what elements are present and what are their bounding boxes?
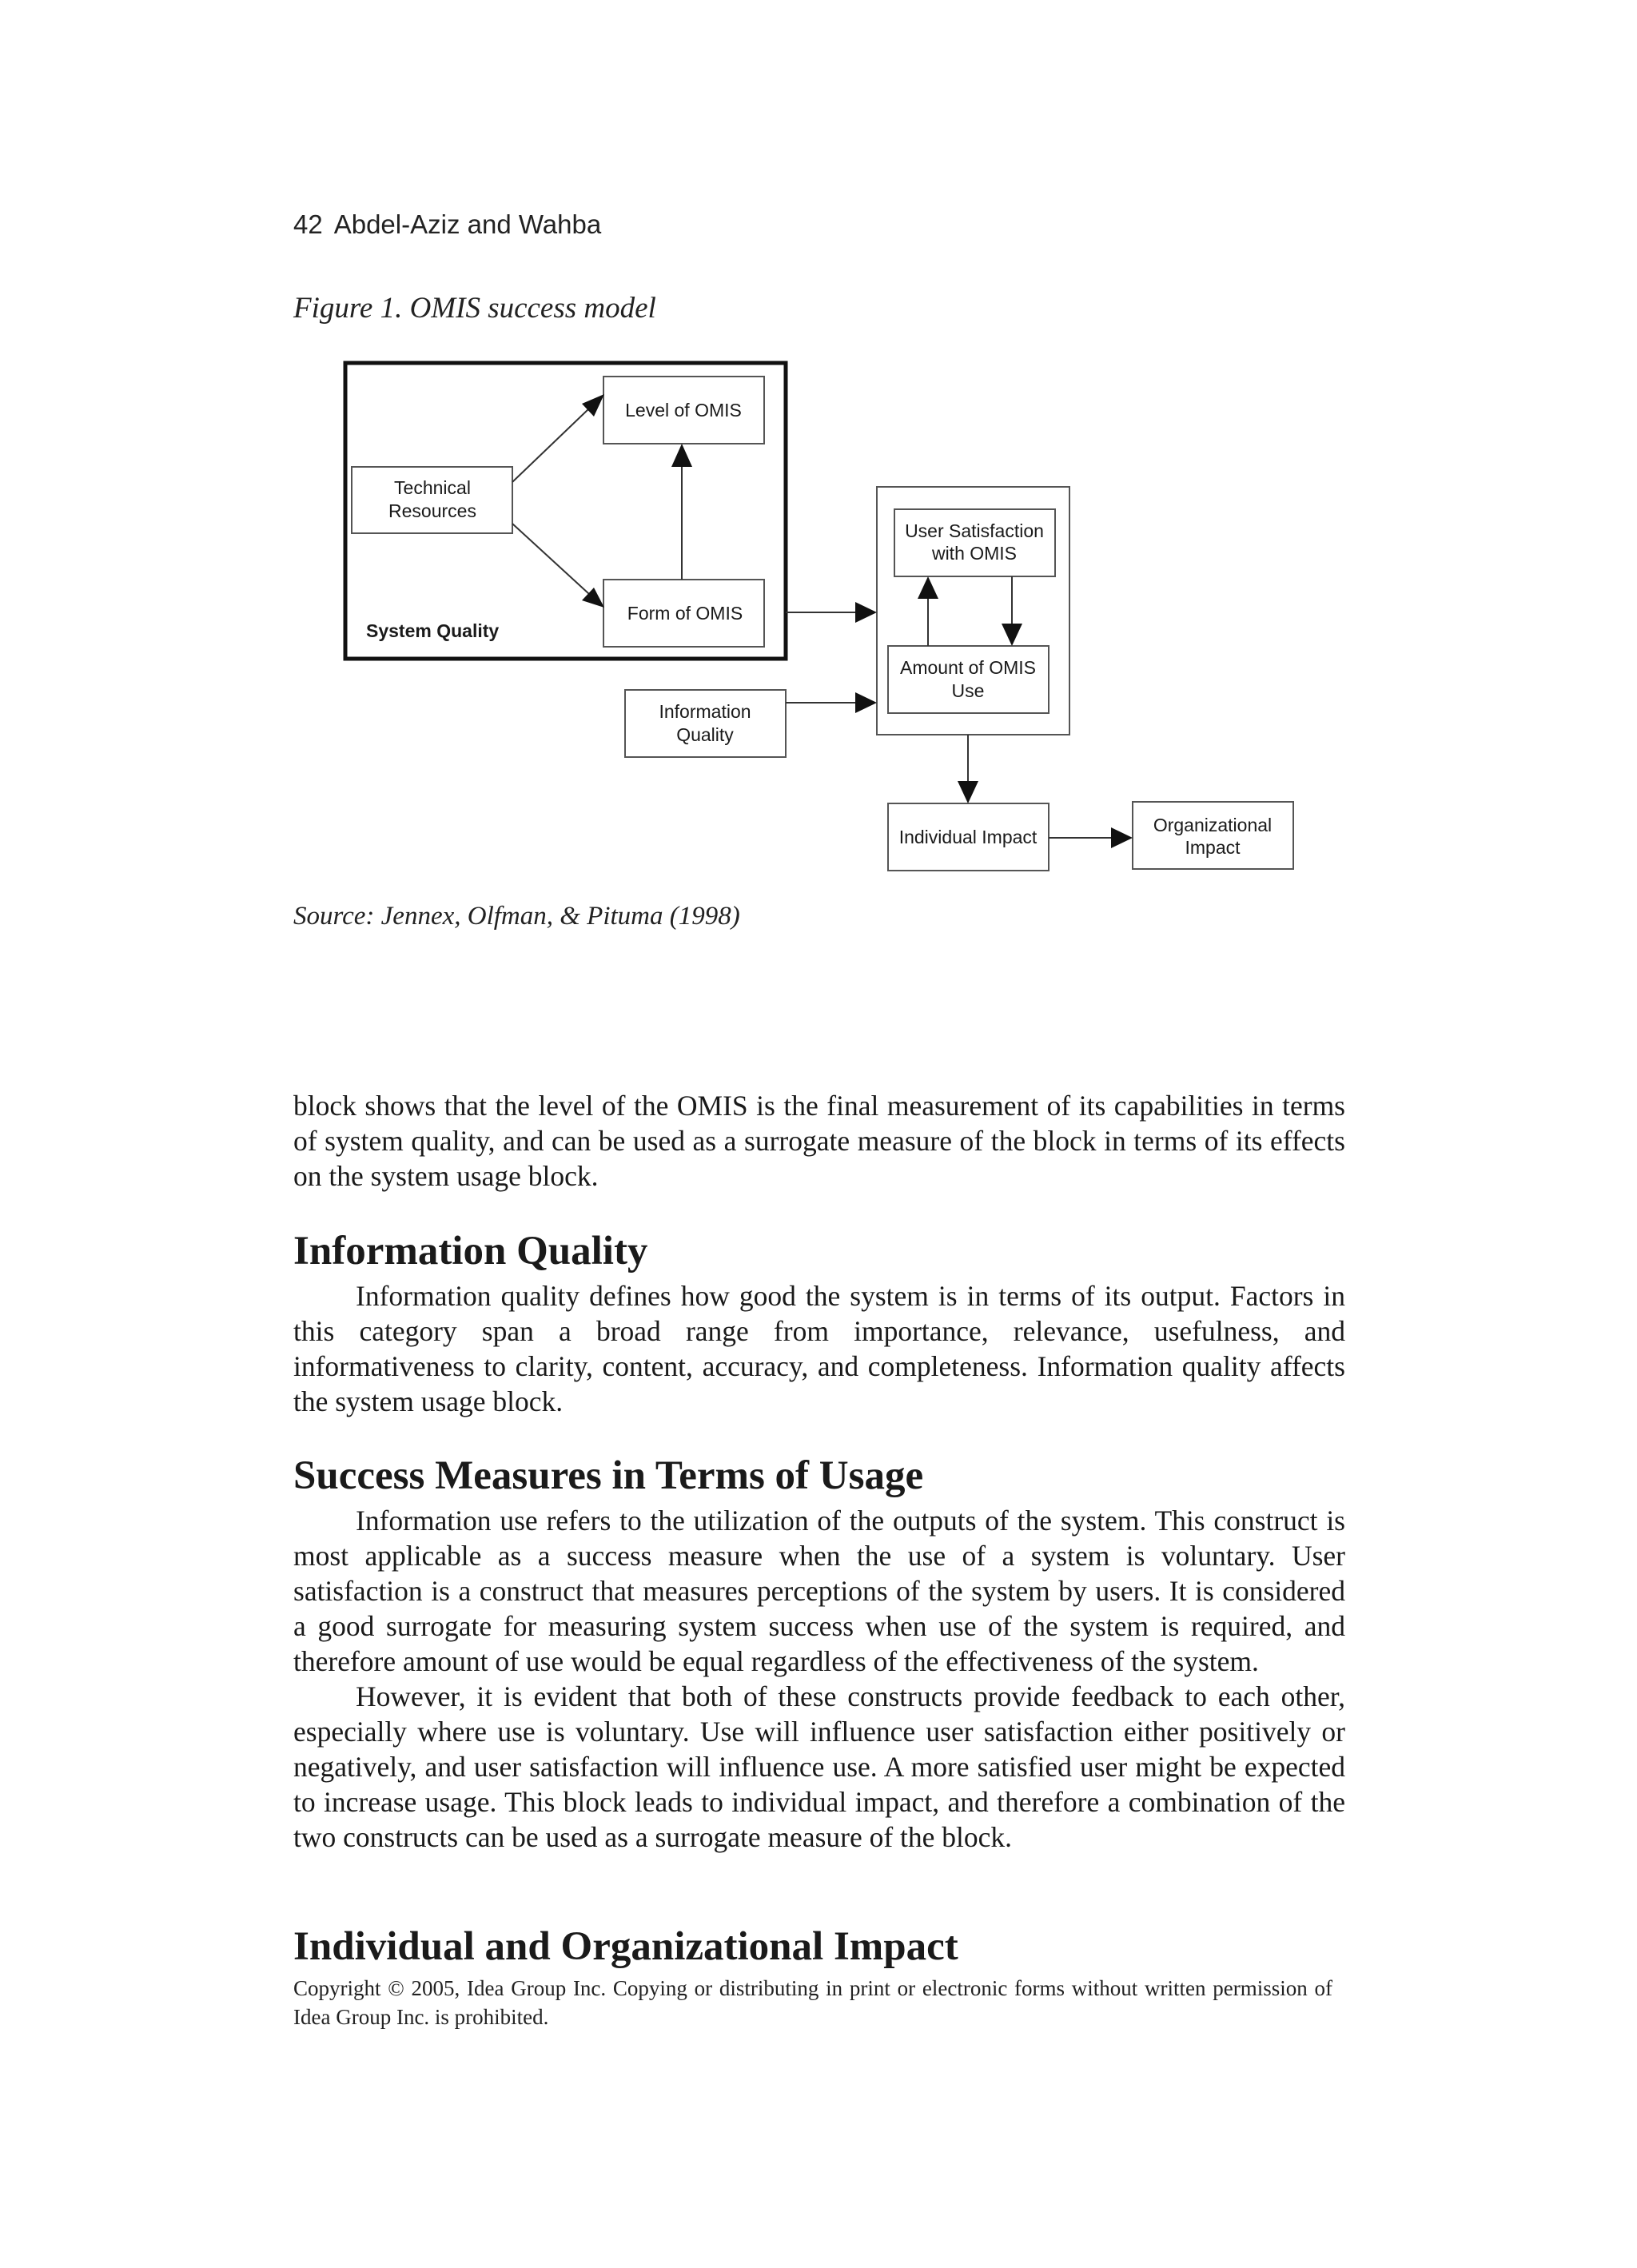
node-organizational-impact-line-2: Impact: [1185, 837, 1241, 858]
heading-success-measures-usage: Success Measures in Terms of Usage: [293, 1453, 924, 1498]
omis-success-model-diagram: [0, 0, 1637, 895]
node-amount-of-omis-use: [888, 646, 1049, 713]
edge-technical-to-level: [512, 409, 589, 482]
node-amount-of-omis-use-line-1: Amount of OMIS: [899, 657, 1037, 678]
page-number: 42: [293, 209, 323, 239]
node-information-quality-line-2: Quality: [676, 724, 734, 745]
node-user-satisfaction-line-2: with OMIS: [931, 543, 1018, 564]
usage-paragraph-2: However, it is evident that both of these constructs provide feedback to each other, especially where use is voluntary. Use will influence user satisfaction either positively or negatively, and user satisfaction will influence use. A more satisfied user might be expected to increase usage. This block leads to individual impact, and therefore a combination of the two constructs can be used as a surrogate measure of the block.: [293, 1680, 1345, 1853]
figure-source: Source: Jennex, Olfman, & Pituma (1998): [293, 902, 740, 931]
node-amount-of-omis-use-line-2: Use: [951, 680, 985, 701]
arrowhead-system-quality-to-usage: [855, 602, 877, 623]
information-quality-paragraph: Information quality defines how good the system is in terms of its output. Factors in this category span a broad range from importance, relevance, usefulness, and informativeness to clarity, content, accuracy, and completeness. Information quality affects the system usage block.: [293, 1280, 1345, 1417]
node-organizational-impact: [1133, 802, 1293, 869]
node-organizational-impact-line-1: Organizational: [1153, 815, 1273, 835]
intro-paragraph: block shows that the level of the OMIS is the final measurement of its capabilities in terms of system quality, and can be used as a surrogate measure of the block in terms of its effects on the system usage block.: [293, 1090, 1345, 1192]
arrowhead-satisfaction-to-use: [1002, 624, 1022, 646]
node-form-of-omis-label: Form of OMIS: [627, 603, 743, 624]
node-technical-resources-line-2: Resources: [388, 500, 476, 521]
information-quality-text: [293, 1278, 1345, 1419]
usage-paragraph-1: Information use refers to the utilization of the outputs of the system. This construct is most applicable as a success measure when the use of a system is voluntary. User satisfaction is a construct that measures perceptions of the system by users. It is considered a good surrogate for measuring system success when use of the system is required, and therefore amount of use would be equal regardless of the effectiveness of the system.: [293, 1505, 1345, 1677]
arrowhead-form-to-level: [671, 444, 692, 467]
heading-information-quality: Information Quality: [293, 1229, 648, 1274]
edge-technical-to-form: [512, 524, 589, 594]
running-head-authors: Abdel-Aziz and Wahba: [333, 209, 602, 239]
arrowhead-usage-to-individual-impact: [958, 781, 978, 803]
node-user-satisfaction-line-1: User Satisfaction: [905, 520, 1044, 541]
copyright-notice: Copyright © 2005, Idea Group Inc. Copying or distributing in print or electronic forms without written permission of Idea Group Inc. is prohibited.: [293, 1976, 1332, 2029]
node-level-of-omis-label: Level of OMIS: [625, 400, 742, 421]
intro-text: [293, 1088, 1345, 1194]
heading-individual-organizational-impact: Individual and Organizational Impact: [293, 1924, 958, 1969]
system-quality-label: System Quality: [366, 620, 500, 641]
node-information-quality-line-1: Information: [659, 701, 751, 722]
figure-caption: Figure 1. OMIS success model: [293, 292, 656, 325]
arrowhead-information-quality-to-usage: [855, 692, 877, 713]
node-technical-resources-line-1: Technical: [394, 477, 471, 498]
arrowhead-individual-to-organizational: [1111, 827, 1133, 848]
arrowhead-use-to-satisfaction: [918, 576, 938, 599]
node-individual-impact-label: Individual Impact: [898, 827, 1038, 847]
node-information-quality: [625, 690, 786, 757]
usage-text: [293, 1503, 1345, 1855]
